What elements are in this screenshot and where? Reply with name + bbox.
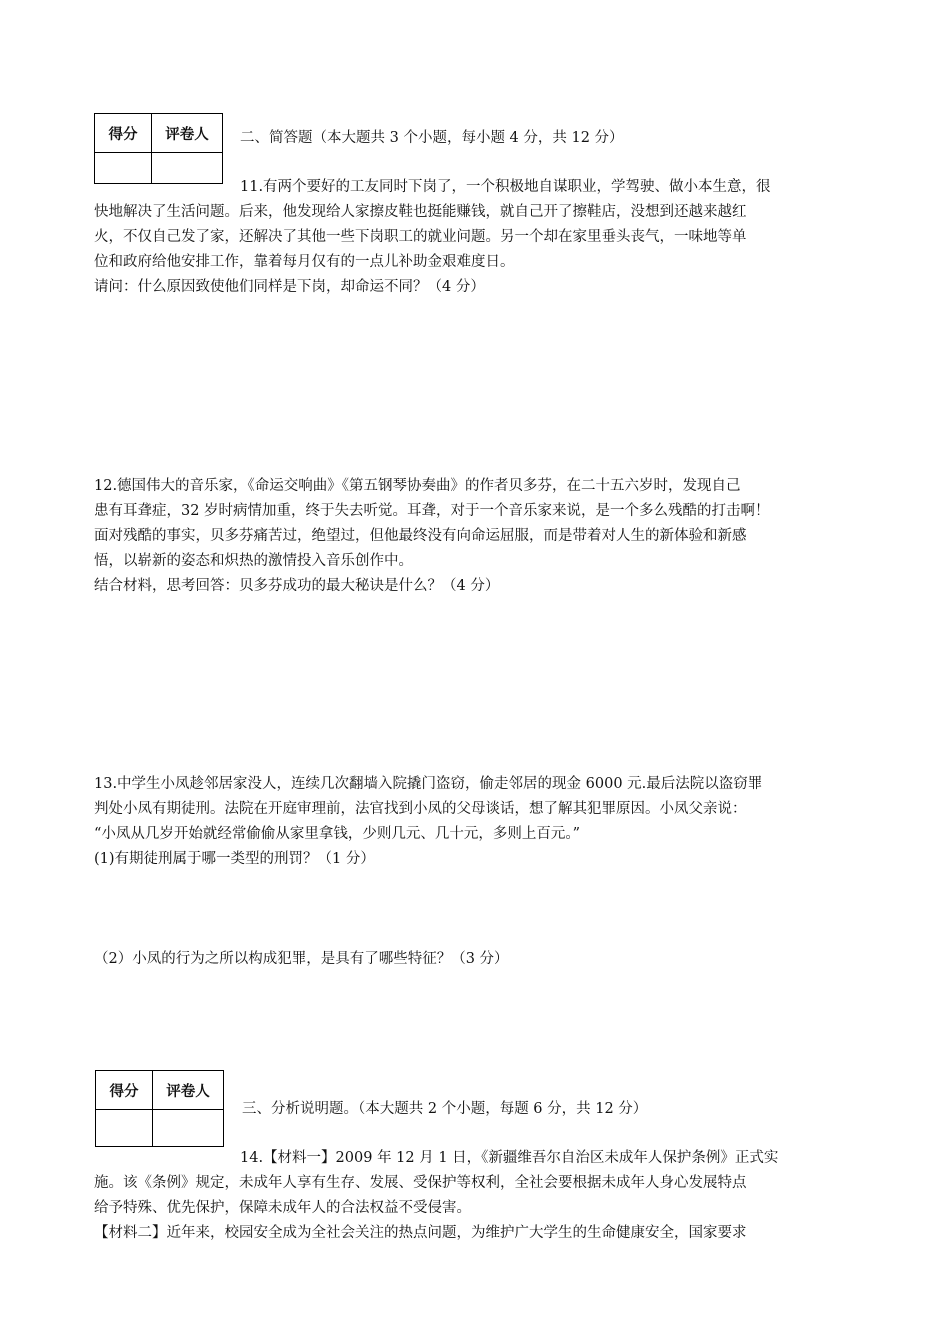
- grader-cell[interactable]: [153, 1110, 224, 1147]
- grader-cell[interactable]: [152, 153, 223, 184]
- q14-line-2: 施。该《条例》规定，未成年人享有生存、发展、受保护等权利，全社会要根据未成年人身心发展特点: [94, 1175, 747, 1191]
- q12-line-4: 悟，以崭新的姿态和炽热的激情投入音乐创作中。: [94, 553, 413, 569]
- grader-header: 评卷人: [152, 114, 223, 153]
- section2-heading: 二、简答题（本大题共 3 个小题，每小题 4 分，共 12 分）: [240, 130, 624, 146]
- q13-sub1: (1)有期徒刑属于哪一类型的刑罚？（1 分）: [94, 851, 375, 867]
- q14-line-4: 【材料二】近年来，校园安全成为全社会关注的热点问题，为维护广大学生的生命健康安全，国家要求: [94, 1225, 747, 1241]
- q12-line-1: 12.德国伟大的音乐家，《命运交响曲》《第五钢琴协奏曲》的作者贝多芬，在二十五六岁时，发现自己: [94, 478, 741, 494]
- q11-line-4: 位和政府给他安排工作，靠着每月仅有的一点儿补助金艰难度日。: [94, 254, 515, 270]
- q13-line-1: 13.中学生小凤趁邻居家没人，连续几次翻墙入院撬门盗窃，偷走邻居的现金 6000 元.最后法院以盗窃罪: [94, 776, 763, 792]
- score-header: 得分: [95, 114, 152, 153]
- section3-heading: 三、分析说明题。（本大题共 2 个小题，每题 6 分，共 12 分）: [242, 1101, 648, 1117]
- q12-line-2: 患有耳聋症，32 岁时病情加重，终于失去听觉。耳聋，对于一个音乐家来说，是一个多么残酷的打击啊！: [94, 503, 770, 519]
- score-box-1: [94, 113, 223, 184]
- q13-sub2: （2）小凤的行为之所以构成犯罪，是具有了哪些特征？（3 分）: [94, 951, 509, 967]
- q13-line-3: “小凤从几岁开始就经常偷偷从家里拿钱，少则几元、几十元，多则上百元。”: [94, 826, 581, 842]
- q11-line-3: 火，不仅自己发了家，还解决了其他一些下岗职工的就业问题。另一个却在家里垂头丧气，一味地等单: [94, 229, 747, 245]
- grader-header: 评卷人: [153, 1071, 224, 1110]
- q14-line-3: 给予特殊、优先保护，保障未成年人的合法权益不受侵害。: [94, 1200, 471, 1216]
- q11-line-2: 快地解决了生活问题。后来，他发现给人家擦皮鞋也挺能赚钱，就自己开了擦鞋店，没想到还越来越红: [94, 204, 747, 220]
- q12-question: 结合材料，思考回答：贝多芬成功的最大秘诀是什么？（4 分）: [94, 578, 500, 594]
- q11-question: 请问：什么原因致使他们同样是下岗，却命运不同？（4 分）: [94, 279, 485, 295]
- q14-line-1: 14.【材料一】2009 年 12 月 1 日，《新疆维吾尔自治区未成年人保护条例》正式实: [240, 1150, 779, 1166]
- score-cell[interactable]: [96, 1110, 153, 1147]
- q12-line-3: 面对残酷的事实，贝多芬痛苦过，绝望过，但他最终没有向命运屈服，而是带着对人生的新体验和新感: [94, 528, 747, 544]
- q11-line-1: 11.有两个要好的工友同时下岗了，一个积极地自谋职业，学驾驶、做小本生意，很: [240, 179, 771, 195]
- score-header: 得分: [96, 1071, 153, 1110]
- q13-line-2: 判处小凤有期徒刑。法院在开庭审理前，法官找到小凤的父母谈话，想了解其犯罪原因。小凤父亲说：: [94, 801, 747, 817]
- score-cell[interactable]: [95, 153, 152, 184]
- score-box-2: [95, 1070, 224, 1147]
